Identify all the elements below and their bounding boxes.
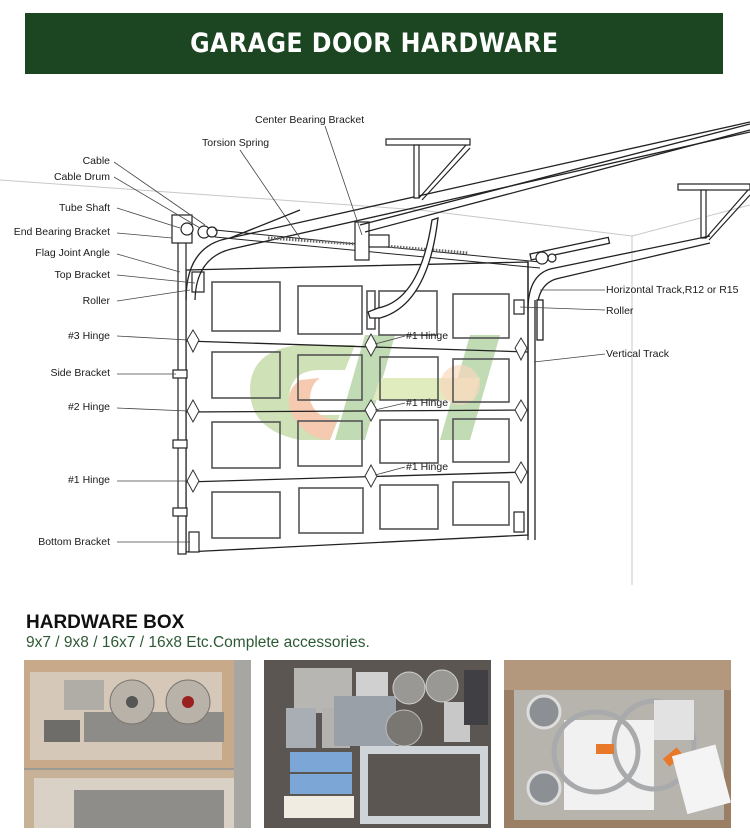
label-hinge-3: #3 Hinge [67,330,110,342]
diagram-drawing [0,90,750,590]
label-hinge-1-a: #1 Hinge [406,330,449,342]
label-top-bracket: Top Bracket [54,269,110,281]
label-roller-right: Roller [606,305,634,317]
label-tube-shaft: Tube Shaft [59,202,110,214]
label-hinge-2: #2 Hinge [67,401,110,413]
garage-door-diagram [0,90,750,590]
label-vertical-track: Vertical Track [606,348,670,360]
label-side-bracket: Side Bracket [50,367,110,379]
label-cable: Cable [82,155,110,167]
photo-laid-out-kit [264,660,491,828]
label-hinge-1-b: #1 Hinge [406,397,449,409]
label-bottom-bracket: Bottom Bracket [38,536,110,548]
label-torsion-spring: Torsion Spring [202,137,270,149]
photo-boxed-hardware [24,660,251,828]
page-title: GARAGE DOOR HARDWARE [189,28,559,59]
photo-cables-box [504,660,731,828]
label-cable-drum: Cable Drum [53,171,110,183]
label-hinge-1-c: #1 Hinge [406,461,449,473]
hardware-box-subtitle: 9x7 / 9x8 / 16x7 / 16x8 Etc.Complete accessories. [26,634,370,651]
label-hinge-1-left: #1 Hinge [67,474,110,486]
label-horizontal-track: Horizontal Track,R12 or R15 [606,284,739,296]
label-center-bearing-bracket: Center Bearing Bracket [255,114,365,126]
label-flag-joint-angle: Flag Joint Angle [35,247,110,259]
label-end-bearing-bracket: End Bearing Bracket [13,226,110,238]
label-roller-left: Roller [82,295,110,307]
title-banner [25,13,723,74]
hardware-box-title: HARDWARE BOX [26,612,185,633]
watermark-logo-icon [250,335,500,440]
